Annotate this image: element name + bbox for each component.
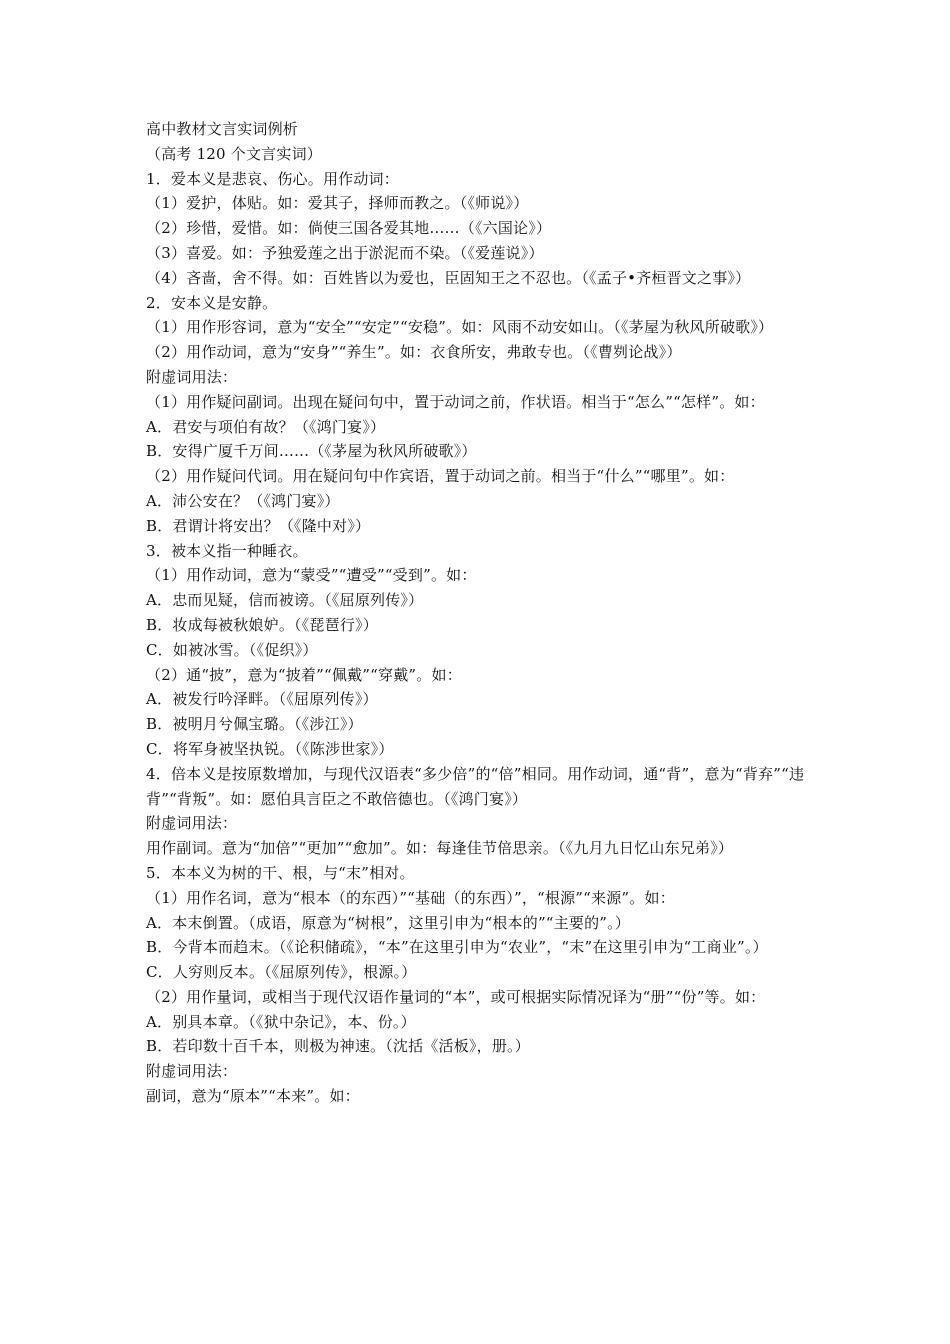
text-line: A．君安与项伯有故？（《鸿门宴》） bbox=[146, 417, 386, 436]
text-line: B．今背本而趋末。（《论积储疏》，“本”在这里引申为“农业”，“末”在这里引申为“工商业”。） bbox=[146, 938, 768, 957]
entry-heading-bei: 3．被本义指一种睡衣。 bbox=[146, 541, 308, 560]
text-line: （1）用作动词，意为“蒙受”“遭受”“受到”。如： bbox=[146, 566, 477, 585]
document-page bbox=[146, 117, 816, 1109]
text-line: A．忠而见疑，信而被谤。（《屈原列传》） bbox=[146, 591, 424, 610]
text-line: B．妆成每被秋娘妒。（《琵琶行》） bbox=[146, 615, 378, 634]
text-line: （1）爱护，体贴。如：爱其子，择师而教之。（《师说》） bbox=[146, 194, 529, 213]
document-title: 高中教材文言实词例析 bbox=[146, 120, 299, 138]
document-subtitle: （高考 120 个文言实词） bbox=[146, 144, 322, 163]
text-line: B．被明月兮佩宝璐。（《涉江》） bbox=[146, 715, 363, 734]
entry-heading-an: 2．安本义是安静。 bbox=[146, 293, 278, 312]
text-line: （1）用作名词，意为“根本（的东西）”“基础（的东西）”，“根源”“来源”。如： bbox=[146, 888, 675, 907]
text-line: 用作副词。意为“加倍”“更加”“愈加”。如：每逢佳节倍思亲。（《九月九日忆山东兄弟》） bbox=[146, 839, 734, 858]
text-line: （1）用作形容词，意为“安全”“安定”“安稳”。如：风雨不动安如山。（《茅屋为秋风所破歌》） bbox=[146, 318, 774, 337]
entry-heading-ben: 5．本本义为树的干、根，与“末”相对。 bbox=[146, 863, 415, 882]
entry-heading-ai: 1．爱本义是悲哀、伤心。用作动词： bbox=[146, 169, 399, 188]
text-line: （2）通“披”，意为“披着”“佩戴”“穿戴”。如： bbox=[146, 665, 462, 684]
text-line: C．将军身被坚执锐。（《陈涉世家》） bbox=[146, 739, 394, 758]
text-line: B．安得广厦千万间……（《茅屋为秋风所破歌》） bbox=[146, 442, 477, 461]
text-line: 副词，意为“原本”“本来”。如： bbox=[146, 1087, 360, 1106]
text-line: A．被发行吟泽畔。（《屈原列传》） bbox=[146, 690, 378, 709]
text-line: B．若印数十百千本，则极为神速。（沈括《活板》，册。） bbox=[146, 1037, 530, 1056]
text-line: （2）用作动词，意为“安身”“养生”。如：衣食所安，弗敢专也。（《曹刿论战》） bbox=[146, 343, 682, 362]
section-label: 附虚词用法： bbox=[146, 1062, 238, 1081]
text-line: （3）喜爱。如：予独爱莲之出于淤泥而不染。（《爱莲说》） bbox=[146, 243, 544, 262]
entry-heading-bei-double: 4．倍本义是按原数增加，与现代汉语表“多少倍”的“倍”相同。用作动词，通“背”，意为“背弃”“违背”“背叛”。如：愿伯具言臣之不敢倍德也。（《鸿门宴》） bbox=[146, 764, 805, 808]
text-line: （4）吝啬，舍不得。如：百姓皆以为爱也，臣固知王之不忍也。（《孟子•齐桓晋文之事》） bbox=[146, 268, 751, 287]
text-line: （2）用作量词，或相当于现代汉语作量词的“本”，或可根据实际情况译为“册”“份”等。如： bbox=[146, 987, 766, 1006]
text-line: B．君谓计将安出？（《隆中对》） bbox=[146, 516, 371, 535]
text-line: C．人穷则反本。（《屈原列传》，根源。） bbox=[146, 963, 417, 982]
text-line: A．沛公安在？（《鸿门宴》） bbox=[146, 491, 340, 510]
section-label: 附虚词用法： bbox=[146, 367, 238, 386]
text-line: （2）珍惜，爱惜。如：倘使三国各爱其地……（《六国论》） bbox=[146, 219, 552, 238]
text-line: （1）用作疑问副词。出现在疑问句中，置于动词之前，作状语。相当于“怎么”“怎样”。如： bbox=[146, 392, 765, 411]
text-line: A．本末倒置。（成语，原意为“树根”，这里引申为“根本的”“主要的”。） bbox=[146, 913, 631, 932]
text-line: A．别具本章。（《狱中杂记》，本、份。） bbox=[146, 1012, 416, 1031]
text-line: C．如被冰雪。（《促织》） bbox=[146, 640, 318, 659]
text-line: （2）用作疑问代词。用在疑问句中作宾语，置于动词之前。相当于“什么”“哪里”。如： bbox=[146, 467, 735, 486]
section-label: 附虚词用法： bbox=[146, 814, 238, 833]
